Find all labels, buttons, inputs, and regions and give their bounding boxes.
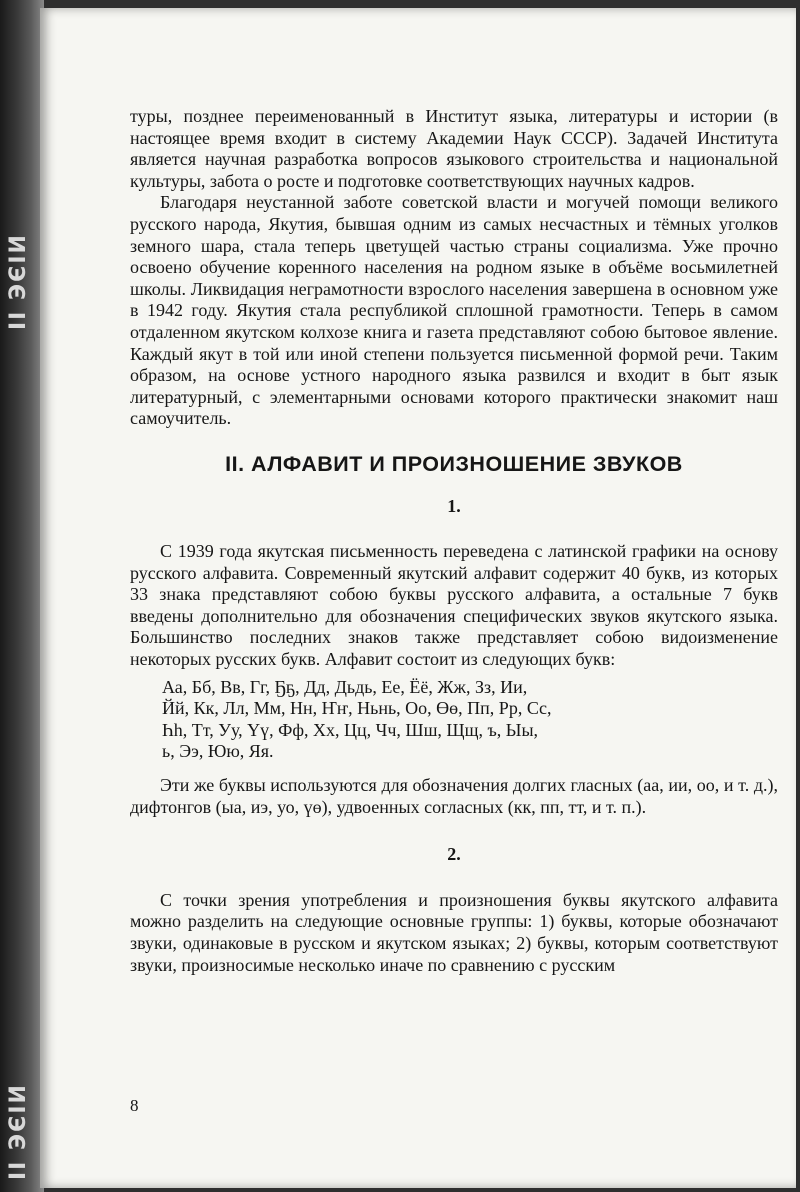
section1-paragraph: С 1939 года якутская письменность переведена с латинской графики на основу русского алфавита. Современный якутский алфавит содержит 40 букв, из которых 33 знака представляют собою буквы русского алфавита, а остальные 7 букв введены дополнительно для обозначения специфических звуков якутского языка. Большинство последних знаков также представляет собою видоизменение некоторых русских букв. Алфавит состоит из следующих букв: <box>130 541 778 670</box>
intro-paragraph-1: туры, позднее переименованный в Институт языка, литературы и истории (в настоящее время входит в систему Академии Наук СССР). Задачей Института является научная разработка вопросов языкового строительства и национальной культуры, забота о росте и подготовке соответствующих научных кадров. <box>130 106 778 191</box>
section-number-1: 1. <box>447 495 461 516</box>
spine-mark-top: ІІ ЭЄІИ <box>6 233 31 330</box>
section-number-2: 2. <box>447 844 461 865</box>
section2-paragraph: С точки зрения употребления и произношения буквы якутского алфавита можно разделить на следующие основные группы: 1) буквы, которые обозначают звуки, одинаковые в русском и якутском языках; 2) буквы, которым соответствуют звуки, произносимые несколько иначе по сравнению с русским <box>130 889 778 975</box>
book-spine <box>0 0 44 1192</box>
section1-paragraph-after: Эти же буквы используются для обозначения долгих гласных (аа, ии, оо, и т. д.), дифтонгов (ыа, иэ, уо, үө), удвоенных согласных (кк, пп, тт, и т. п.). <box>130 775 778 817</box>
alphabet-line: Аа, Бб, Вв, Гг, Ҕҕ, Дд, Дьдь, Ее, Ёё, Жж, Зз, Ии, <box>162 676 528 697</box>
alphabet-line: Һһ, Тт, Уу, Үү, Фф, Хх, Цц, Чч, Шш, Щщ, ъ, Ыы, <box>162 719 539 740</box>
page-number: 8 <box>130 1096 139 1115</box>
chapter-heading: II. АЛФАВИТ И ПРОИЗНОШЕНИЕ ЗВУКОВ <box>225 451 683 476</box>
alphabet-line: Йй, Кк, Лл, Мм, Нн, Ҥҥ, Ньнь, Оо, Өө, Пп, Рр, Сс, <box>162 698 552 719</box>
alphabet-list <box>162 677 778 763</box>
book-page <box>40 8 796 1188</box>
page-content <box>130 106 778 976</box>
spine-mark-bottom: ІІ ЭЄІИ <box>6 1083 31 1180</box>
alphabet-line: ь, Ээ, Юю, Яя. <box>162 741 274 762</box>
intro-paragraph-2: Благодаря неустанной заботе советской власти и могучей помощи великого русского народа, Якутия, бывшая одним из самых несчастных и тёмных уголков земного шара, стала теперь цветущей частью страны социализма. Уже прочно освоено обучение коренного населения на родном языке в объёме восьмилетней школы. Ликвидация неграмотности взрослого населения завершена в основном уже в 1942 году. Якутия стала республикой сплошной грамотности. Теперь в самом отдаленном якутском колхозе книга и газета представляют собою бытовое явление. Каждый якут в той или иной степени пользуется письменной формой речи. Таким образом, на основе устного народного языка развился и входит в быт язык литературный, с элементарными основами которого практически знакомит наш самоучитель. <box>130 192 778 429</box>
